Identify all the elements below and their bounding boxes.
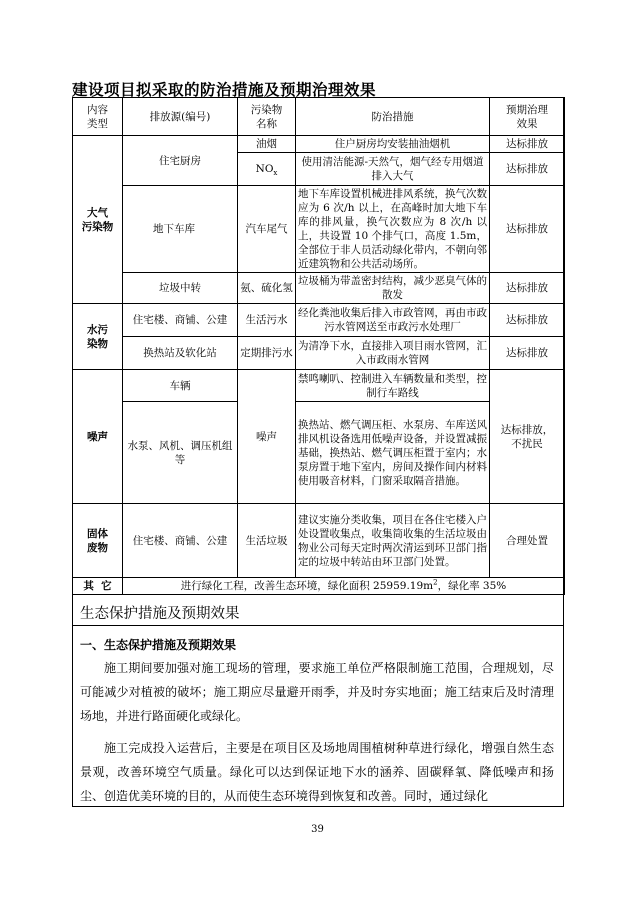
header-source: 排放源(编号) xyxy=(123,98,238,136)
effect-periodic-discharge: 达标排放 xyxy=(490,337,565,370)
pollutant-domestic-sewage: 生活污水 xyxy=(238,304,296,337)
category-noise: 噪声 xyxy=(73,370,123,504)
section-divider xyxy=(72,625,564,626)
source-heat-station: 换热站及软化站 xyxy=(123,337,238,370)
effect-sewage: 达标排放 xyxy=(490,304,565,337)
nox-text: NO xyxy=(255,163,274,175)
effect-solid: 合理处置 xyxy=(490,504,565,578)
effect-noise: 达标排放， 不扰民 xyxy=(490,370,565,504)
pollutant-ammonia: 氨、硫化氢 xyxy=(238,273,296,304)
pollutant-noise: 噪声 xyxy=(238,370,296,504)
measure-vehicles: 禁鸣喇叭、控制进入车辆数量和类型，控制行车路线 xyxy=(296,370,490,402)
pollutant-oil-smoke: 油烟 xyxy=(238,136,296,153)
source-solid: 住宅楼、商铺、公建 xyxy=(123,504,238,578)
measure-garage: 地下车库设置机械进排风系统，换气次数应为 6 次/h 以上，在高峰时加大地下车库的排风量，换气次数应为 8 次/h 以上，共设置 10 个排气口，高度 1.5m，全部位于非人员活动绿化带内，不朝向邻近建筑物和公共活动场所。 xyxy=(296,186,490,273)
pollutant-garbage: 生活垃圾 xyxy=(238,504,296,578)
source-garbage-transfer: 垃圾中转 xyxy=(123,273,238,304)
category-solid-waste: 固体 废物 xyxy=(73,504,123,578)
source-vehicles: 车辆 xyxy=(123,370,238,402)
measure-solid: 建议实施分类收集，项目在各住宅楼入户处设置收集点，收集筒收集的生活垃圾由物业公司每天定时两次清运到环卫部门指定的垃圾中转站由环卫部门处置。 xyxy=(296,504,490,578)
pollutant-periodic-discharge: 定期排污水 xyxy=(238,337,296,370)
measure-periodic-discharge: 为清净下水，直接排入项目雨水管网，汇入市政雨水管网 xyxy=(296,337,490,370)
category-water: 水污 染物 xyxy=(73,304,123,370)
other-text-superscript: 2 xyxy=(433,578,438,587)
effect-nox: 达标排放 xyxy=(490,153,565,186)
measure-oil-smoke: 住户厨房均安装抽油烟机 xyxy=(296,136,490,153)
other-text-suffix: ，绿化率 35% xyxy=(437,580,507,592)
category-other: 其 它 xyxy=(73,578,123,595)
source-buildings: 住宅楼、商铺、公建 xyxy=(123,304,238,337)
header-pollutant: 污染物 名称 xyxy=(238,98,296,136)
measure-garbage: 垃圾桶为带盖密封结构，减少恶臭气体的散发 xyxy=(296,273,490,304)
paragraph-2: 施工完成投入运营后，主要是在项目区及场地周围植树种草进行绿化，增强自然生态景观，改善环境空气质量。绿化可以达到保证地下水的涵养、固碳释氧、降低噪声和扬尘、创造优美环境的目的，从而使生态环境得到恢复和改善。同时，通过绿化 xyxy=(80,741,554,803)
effect-garbage: 达标排放 xyxy=(490,273,565,304)
source-garage: 地下车库 xyxy=(123,186,238,273)
nox-subscript: x xyxy=(273,169,278,178)
header-measures: 防治措施 xyxy=(296,98,490,136)
effect-oil-smoke: 达标排放 xyxy=(490,136,565,153)
other-text-prefix: 进行绿化工程，改善生态环境，绿化面积 25959.19m xyxy=(180,580,434,592)
page-title: 建设项目拟采取的防治措施及预期治理效果 xyxy=(72,80,377,99)
section-title: 生态保护措施及预期效果 xyxy=(80,606,240,622)
pollutant-exhaust: 汽车尾气 xyxy=(238,186,296,273)
page-number: 39 xyxy=(311,824,324,835)
source-residential-kitchen: 住宅厨房 xyxy=(123,136,238,186)
category-air: 大气 污染物 xyxy=(73,136,123,304)
measure-nox: 使用清洁能源-天然气，烟气经专用烟道排入大气 xyxy=(296,153,490,186)
measure-sewage: 经化粪池收集后排入市政管网，再由市政污水管网送至市政污水处理厂 xyxy=(296,304,490,337)
subsection-heading: 一、生态保护措施及预期效果 xyxy=(80,638,237,652)
measure-equipment: 换热站、燃气调压柜、水泵房、车库送风排风机设备选用低噪声设备，并设置减振基础，换热站、燃气调压柜置于室内；水泵房置于地下室内，房间及操作间内材料使用吸音材料，门窗采取隔音措施。 xyxy=(296,402,490,504)
paragraph-1: 施工期间要加强对施工现场的管理，要求施工单位严格限制施工范围，合理规划，尽可能减少对植被的破坏；施工期应尽量避开雨季，并及时夯实地面；施工结束后及时清理场地，并进行路面硬化或绿化。 xyxy=(80,661,554,723)
header-effect: 预期治理 效果 xyxy=(490,98,565,136)
effect-garage: 达标排放 xyxy=(490,186,565,273)
header-type: 内容 类型 xyxy=(73,98,123,136)
source-equipment: 水泵、风机、调压机组等 xyxy=(123,402,238,504)
